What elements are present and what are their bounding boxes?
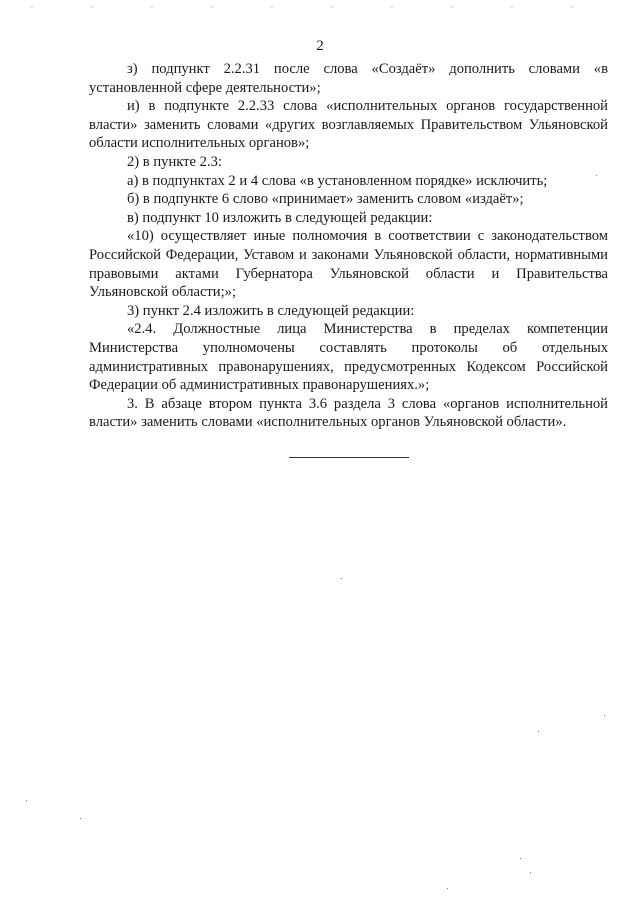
paragraph-2v: в) подпункт 10 изложить в следующей редакции: (127, 209, 433, 226)
scan-speck (596, 175, 597, 176)
paragraph-i: и) в подпункте 2.2.33 слова «исполнительных органов государственной власти» заменить словами «других возглавляемых Правительством Ульяновской области исполнительных органов»; (89, 98, 608, 152)
paragraph-quote-2-4: «2.4. Должностные лица Министерства в пределах компетенции Министерства уполномочены составлять протоколы об отдельных административных правонарушениях, предусмотренных Кодексом Российской Федерации об административных правонарушениях.»; (89, 321, 608, 394)
scan-speck (520, 858, 521, 859)
scan-speck (26, 800, 27, 801)
scan-speck (447, 888, 448, 889)
scan-speck (604, 715, 605, 716)
paragraph-3: 3) пункт 2.4 изложить в следующей редакции: (127, 302, 415, 319)
scan-speck (341, 578, 342, 579)
paragraph-section-3: 3. В абзаце втором пункта 3.6 раздела 3 слова «органов исполнительной власти» заменить словами «исполнительных органов Ульяновской области». (89, 395, 608, 431)
scan-artifact (30, 6, 610, 8)
paragraph-z: з) подпункт 2.2.31 после слова «Создаёт» дополнить словами «в установленной сфере деятельности»; (89, 61, 608, 96)
scan-speck (80, 818, 81, 819)
end-divider (289, 457, 409, 458)
paragraph-2: 2) в пункте 2.3: (127, 153, 222, 170)
paragraph-2b: б) в подпункте 6 слово «принимает» заменить словом «издаёт»; (127, 191, 524, 208)
document-body (89, 60, 608, 432)
scan-speck (530, 872, 531, 873)
page-number: 2 (316, 38, 324, 54)
paragraph-2a: а) в подпунктах 2 и 4 слова «в установленном порядке» исключить; (127, 172, 548, 189)
paragraph-quote-10: «10) осуществляет иные полномочия в соответствии с законодательством Российской Федерации, Уставом и законами Ульяновской области, нормативными правовыми актами Губернатора Ульяновской области и Правительства Ульяновской области;»; (89, 228, 608, 301)
scan-speck (538, 731, 539, 732)
